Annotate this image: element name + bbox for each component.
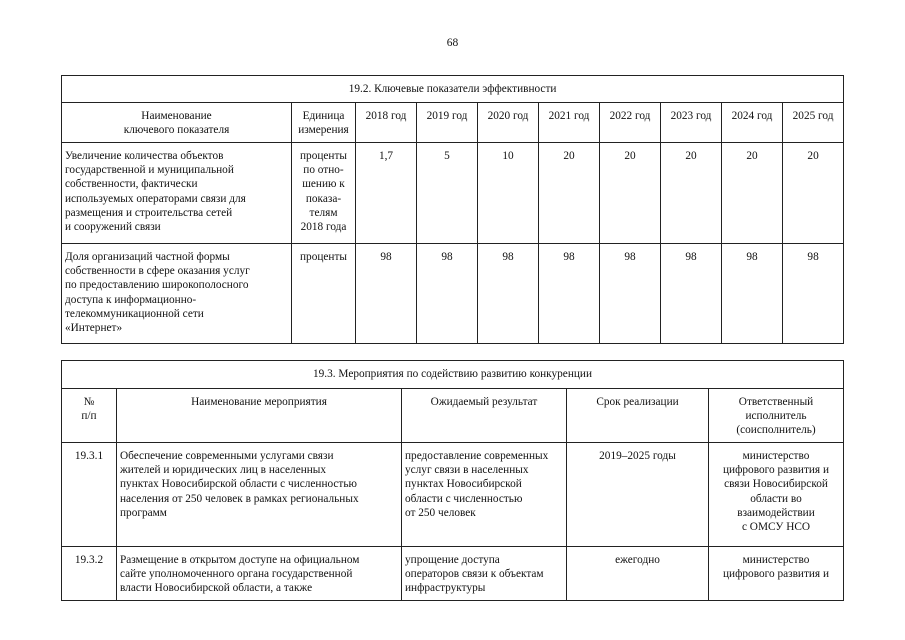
measure-num: 19.3.2 [62, 547, 117, 601]
kpi-row-value: 20 [661, 143, 722, 244]
kpi-row-value: 98 [600, 244, 661, 344]
kpi-row-value: 20 [783, 143, 844, 244]
measure-num: 19.3.1 [62, 443, 117, 547]
kpi-section-title: 19.2. Ключевые показатели эффективности [62, 76, 844, 103]
kpi-header-year: 2023 год [661, 103, 722, 143]
measure-name: Обеспечение современными услугами связи жителей и юридических лиц в населенных пунктах Новосибирской области с численностью населения от 250 человек в рамках региональных программ [117, 443, 402, 547]
measures-header-responsible: Ответственный исполнитель (соисполнитель) [709, 389, 844, 443]
measures-header-num: № п/п [62, 389, 117, 443]
measures-section-title: 19.3. Мероприятия по содействию развитию конкуренции [62, 361, 844, 389]
kpi-header-year: 2022 год [600, 103, 661, 143]
kpi-row-value: 98 [661, 244, 722, 344]
measure-result: предоставление современных услуг связи в населенных пунктах Новосибирской области с численностью от 250 человек [402, 443, 567, 547]
kpi-row-value: 98 [417, 244, 478, 344]
kpi-header-row [62, 103, 844, 143]
table-row [62, 443, 844, 547]
kpi-row-value: 98 [539, 244, 600, 344]
kpi-row-value: 98 [478, 244, 539, 344]
kpi-header-unit: Единица измерения [292, 103, 356, 143]
measures-header-term: Срок реализации [567, 389, 709, 443]
kpi-header-name: Наименование ключевого показателя [62, 103, 292, 143]
measure-responsible: министерство цифрового развития и связи Новосибирской области во взаимодействии с ОМСУ НСО [709, 443, 844, 547]
kpi-row-value: 5 [417, 143, 478, 244]
table-row [62, 547, 844, 601]
kpi-header-year: 2021 год [539, 103, 600, 143]
kpi-row-value: 20 [722, 143, 783, 244]
measures-header-row [62, 389, 844, 443]
kpi-header-year: 2020 год [478, 103, 539, 143]
table-row [62, 244, 844, 344]
measure-result: упрощение доступа операторов связи к объектам инфраструктуры [402, 547, 567, 601]
kpi-row-unit: проценты [292, 244, 356, 344]
kpi-row-value: 20 [600, 143, 661, 244]
measure-responsible: министерство цифрового развития и [709, 547, 844, 601]
kpi-row-value: 10 [478, 143, 539, 244]
kpi-header-year: 2019 год [417, 103, 478, 143]
kpi-row-value: 20 [539, 143, 600, 244]
kpi-row-unit: проценты по отно- шению к показа- телям 2018 года [292, 143, 356, 244]
table-row [62, 143, 844, 244]
kpi-row-value: 98 [356, 244, 417, 344]
kpi-row-value: 98 [722, 244, 783, 344]
measure-name: Размещение в открытом доступе на официальном сайте уполномоченного органа государственной власти Новосибирской области, а также [117, 547, 402, 601]
kpi-row-name: Увеличение количества объектов государственной и муниципальной собственности, фактически используемых операторами связи для размещения и строительства сетей и сооружений связи [62, 143, 292, 244]
measures-header-result: Ожидаемый результат [402, 389, 567, 443]
measure-term: ежегодно [567, 547, 709, 601]
kpi-header-year: 2024 год [722, 103, 783, 143]
measures-table [61, 360, 844, 601]
kpi-row-value: 1,7 [356, 143, 417, 244]
page-number: 68 [446, 37, 459, 49]
kpi-row-name: Доля организаций частной формы собственности в сфере оказания услуг по предоставлению широкополосного доступа к информационно- телекоммуникационной сети «Интернет» [62, 244, 292, 344]
measure-term: 2019–2025 годы [567, 443, 709, 547]
kpi-header-year: 2025 год [783, 103, 844, 143]
kpi-row-value: 98 [783, 244, 844, 344]
measures-header-name: Наименование мероприятия [117, 389, 402, 443]
kpi-header-year: 2018 год [356, 103, 417, 143]
kpi-table [61, 75, 844, 344]
